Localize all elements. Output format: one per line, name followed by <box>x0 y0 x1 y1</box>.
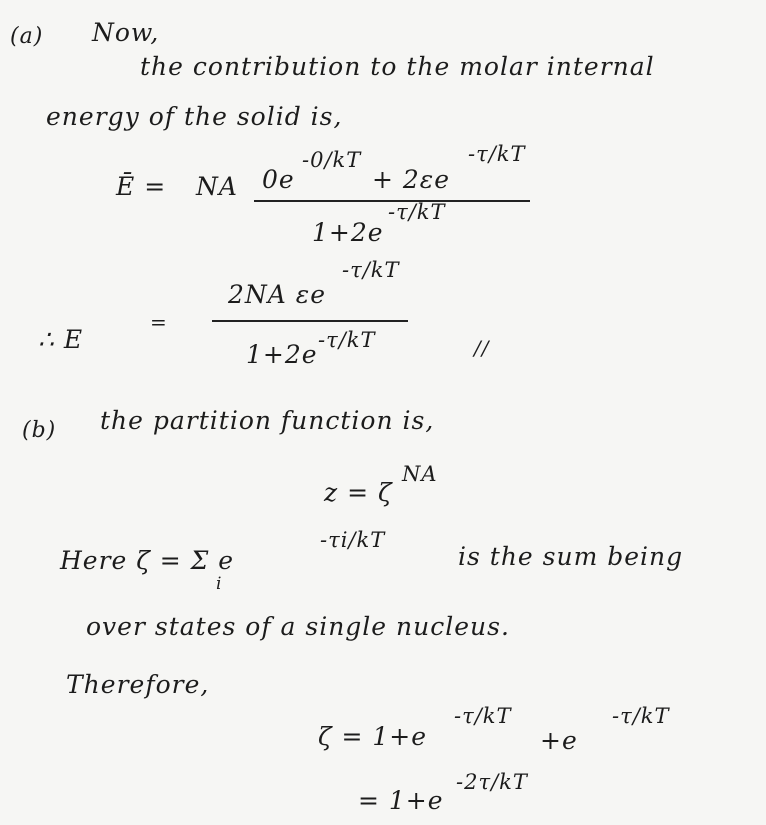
zeta-line1-exp2: -τ/kT <box>612 704 670 728</box>
zeta-line2-a: = 1+e <box>358 786 444 815</box>
eq1-denom-main: 1+2e <box>312 218 384 247</box>
eq1-numer-mid: + 2εe <box>372 165 451 194</box>
eq2-numer-main: 2NA εe <box>228 280 326 309</box>
part-a-label: (a) <box>10 24 44 49</box>
zeta-line1-b: +e <box>540 726 578 755</box>
eq2-therefore: ∴ E <box>38 325 84 354</box>
eq1-na: NA <box>196 172 238 201</box>
zeta-line1-exp1: -τ/kT <box>454 704 512 728</box>
part-a-line2: energy of the solid is, <box>46 102 343 131</box>
part-a-intro: Now, <box>92 18 160 47</box>
part-a-line1: the contribution to the molar internal <box>140 52 655 81</box>
eq1-lhs: Ē = <box>116 172 167 201</box>
eq2-fraction-bar <box>212 320 408 322</box>
eq1-numer-exp2: -τ/kT <box>468 142 526 166</box>
here-sub: i <box>216 574 223 594</box>
here-text: Here ζ = Σ e <box>60 546 235 575</box>
eq1-numer-exp1: -0/kT <box>302 148 362 172</box>
eq1-denom-exp: -τ/kT <box>388 200 446 224</box>
here-rest: is the sum being <box>458 542 684 571</box>
eq-z-exp: NA <box>402 462 438 486</box>
therefore-word: Therefore, <box>66 670 210 699</box>
eq2-equals: = <box>150 310 168 334</box>
part-b-line1: the partition function is, <box>100 406 435 435</box>
eq1-numer-main: 0e <box>262 165 295 194</box>
line-over: over states of a single nucleus. <box>86 612 510 641</box>
zeta-line2-exp: -2τ/kT <box>456 770 528 794</box>
eq-z-main: z = ζ <box>324 478 393 507</box>
eq2-numer-exp: -τ/kT <box>342 258 400 282</box>
zeta-line1-a: ζ = 1+e <box>318 722 428 751</box>
eq2-denom-main: 1+2e <box>246 340 318 369</box>
part-b-label: (b) <box>22 418 57 443</box>
eq2-end-mark: // <box>474 336 490 360</box>
eq2-denom-exp: -τ/kT <box>318 328 376 352</box>
here-exp: -τi/kT <box>320 528 386 552</box>
